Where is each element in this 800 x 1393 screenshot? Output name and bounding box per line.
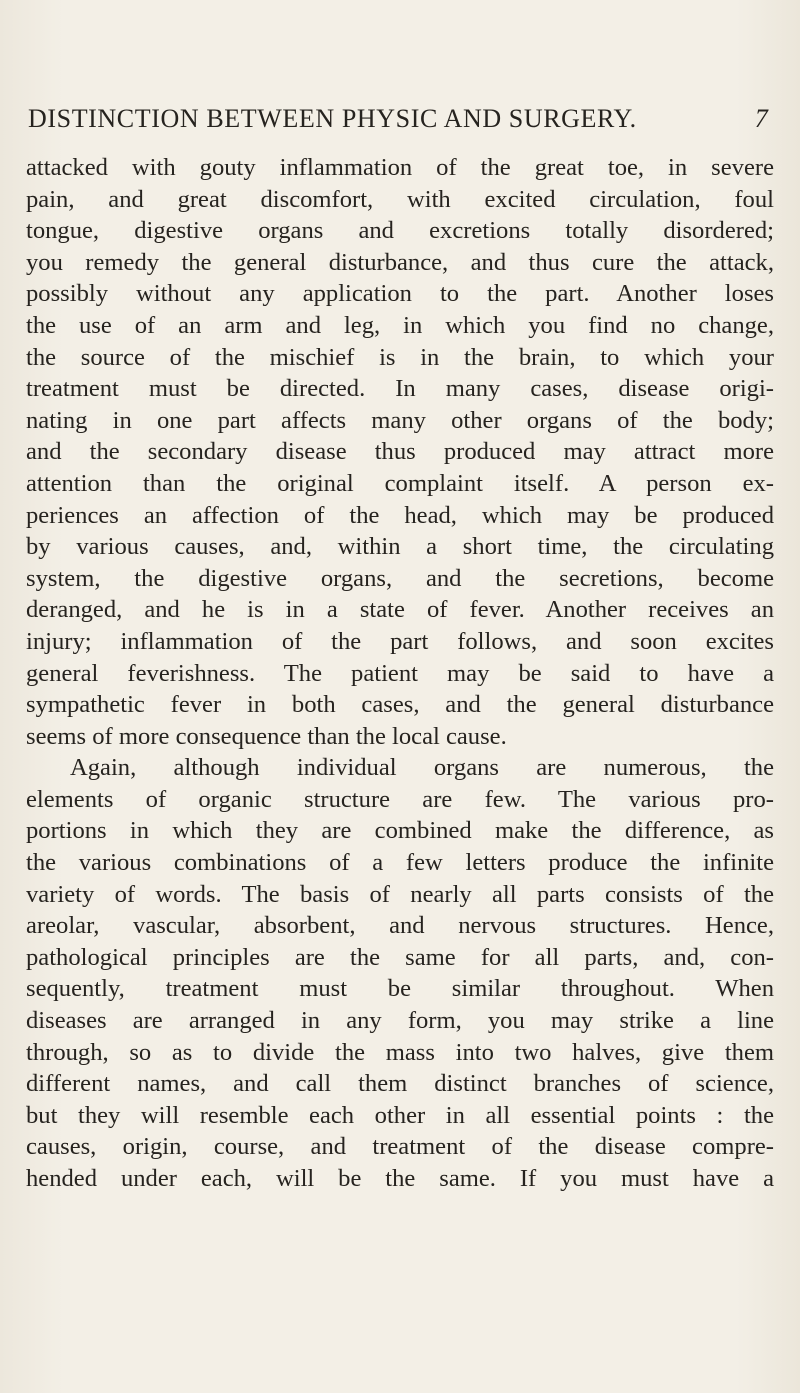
- text-line: variety of words. The basis of nearly all parts consists of the: [26, 880, 774, 908]
- text-line: attacked with gouty inflammation of the great toe, in severe: [26, 154, 774, 181]
- text-line: but they will resemble each other in all essential points : the: [26, 1101, 774, 1129]
- text-line: general feverishness. The patient may be said to have a: [26, 659, 774, 687]
- text-line: through, so as to divide the mass into two halves, give them: [26, 1038, 774, 1066]
- text-line: nating in one part affects many other organs of the body;: [26, 406, 774, 434]
- text-line: possibly without any application to the part. Another loses: [26, 280, 774, 308]
- text-line: injury; inflammation of the part follows, and soon excites: [26, 627, 774, 655]
- paragraph-2: [26, 752, 774, 1194]
- text-line: different names, and call them distinct branches of science,: [26, 1070, 774, 1098]
- text-line: Again, although individual organs are numerous, the: [70, 754, 774, 782]
- text-line: and the secondary disease thus produced may attract more: [26, 438, 774, 466]
- text-line: treatment must be directed. In many cases, disease origi-: [26, 375, 774, 403]
- running-head: [28, 104, 772, 140]
- text-line: elements of organic structure are few. The various pro-: [26, 785, 774, 813]
- text-line: pathological principles are the same for all parts, and, con-: [26, 943, 774, 971]
- paragraph-1: [26, 152, 774, 752]
- text-line: causes, origin, course, and treatment of the disease compre-: [26, 1133, 774, 1161]
- body-text: [26, 152, 774, 1195]
- text-line: areolar, vascular, absorbent, and nervous structures. Hence,: [26, 912, 774, 940]
- text-line: diseases are arranged in any form, you may strike a line: [26, 1007, 774, 1035]
- text-line: sequently, treatment must be similar throughout. When: [26, 975, 774, 1003]
- text-line: tongue, digestive organs and excretions totally disordered;: [26, 217, 774, 245]
- text-line: the source of the mischief is in the brain, to which your: [26, 343, 774, 371]
- text-line: seems of more consequence than the local cause.: [26, 722, 507, 750]
- text-line: attention than the original complaint itself. A person ex-: [26, 469, 774, 497]
- text-line: pain, and great discomfort, with excited circulation, foul: [26, 185, 774, 213]
- text-line: sympathetic fever in both cases, and the general disturbance: [26, 691, 774, 719]
- text-line: system, the digestive organs, and the secretions, become: [26, 564, 774, 592]
- text-line: by various causes, and, within a short time, the circulating: [26, 533, 774, 561]
- text-line: periences an affection of the head, which may be produced: [26, 501, 774, 529]
- text-line: hended under each, will be the same. If you must have a: [26, 1165, 774, 1192]
- text-line: you remedy the general disturbance, and thus cure the attack,: [26, 248, 774, 276]
- text-line: portions in which they are combined make the difference, as: [26, 817, 774, 845]
- page-number: 7: [754, 104, 768, 133]
- text-line: the various combinations of a few letters produce the infinite: [26, 849, 774, 877]
- text-line: deranged, and he is in a state of fever. Another receives an: [26, 596, 774, 624]
- text-line: the use of an arm and leg, in which you find no change,: [26, 311, 774, 339]
- running-head-title: DISTINCTION BETWEEN PHYSIC AND SURGERY.: [28, 104, 637, 133]
